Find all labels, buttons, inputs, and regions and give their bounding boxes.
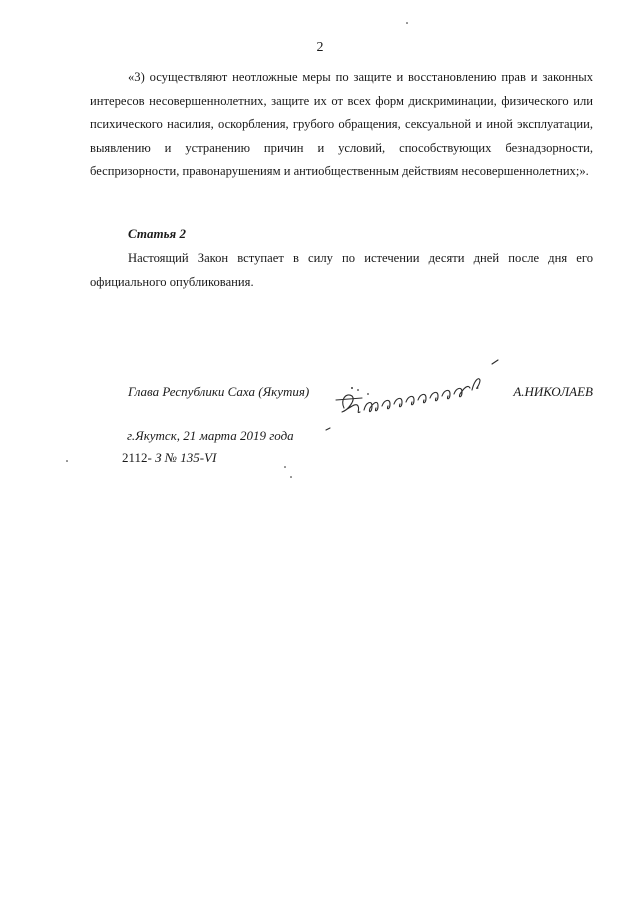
scan-speck bbox=[406, 22, 408, 24]
scan-speck bbox=[66, 460, 68, 462]
scan-speck bbox=[284, 466, 286, 468]
place-and-date: г.Якутск, 21 марта 2019 года bbox=[127, 428, 294, 443]
registration-number bbox=[122, 450, 216, 466]
registration-prefix: 2112- bbox=[122, 450, 152, 465]
handwritten-signature bbox=[322, 350, 522, 440]
registration-code: З № 135-VI bbox=[155, 450, 217, 465]
paragraph-entry-into-force: Настоящий Закон вступает в силу по истечении десяти дней после дня его официального опубликования. bbox=[90, 251, 593, 289]
scan-speck bbox=[290, 476, 292, 478]
paragraph-point-3: «3) осуществляют неотложные меры по защите и восстановлению прав и законных интересов несовершеннолетних, защите их от всех форм дискриминации, физического или психического насилия, оскорбления, грубого обращения, сексуальной и иной эксплуатации, выявлению и устранению причин и условий, способствующих безнадзорности, беспризорности, правонарушениям и антиобщественным действиям несовершеннолетних;». bbox=[90, 70, 593, 179]
article-heading: Статья 2 bbox=[128, 226, 186, 241]
signatory-title: Глава Республики Саха (Якутия) bbox=[128, 384, 310, 399]
signatory-name: А.НИКОЛАЕВ bbox=[513, 384, 593, 399]
page-number: 2 bbox=[316, 40, 324, 55]
